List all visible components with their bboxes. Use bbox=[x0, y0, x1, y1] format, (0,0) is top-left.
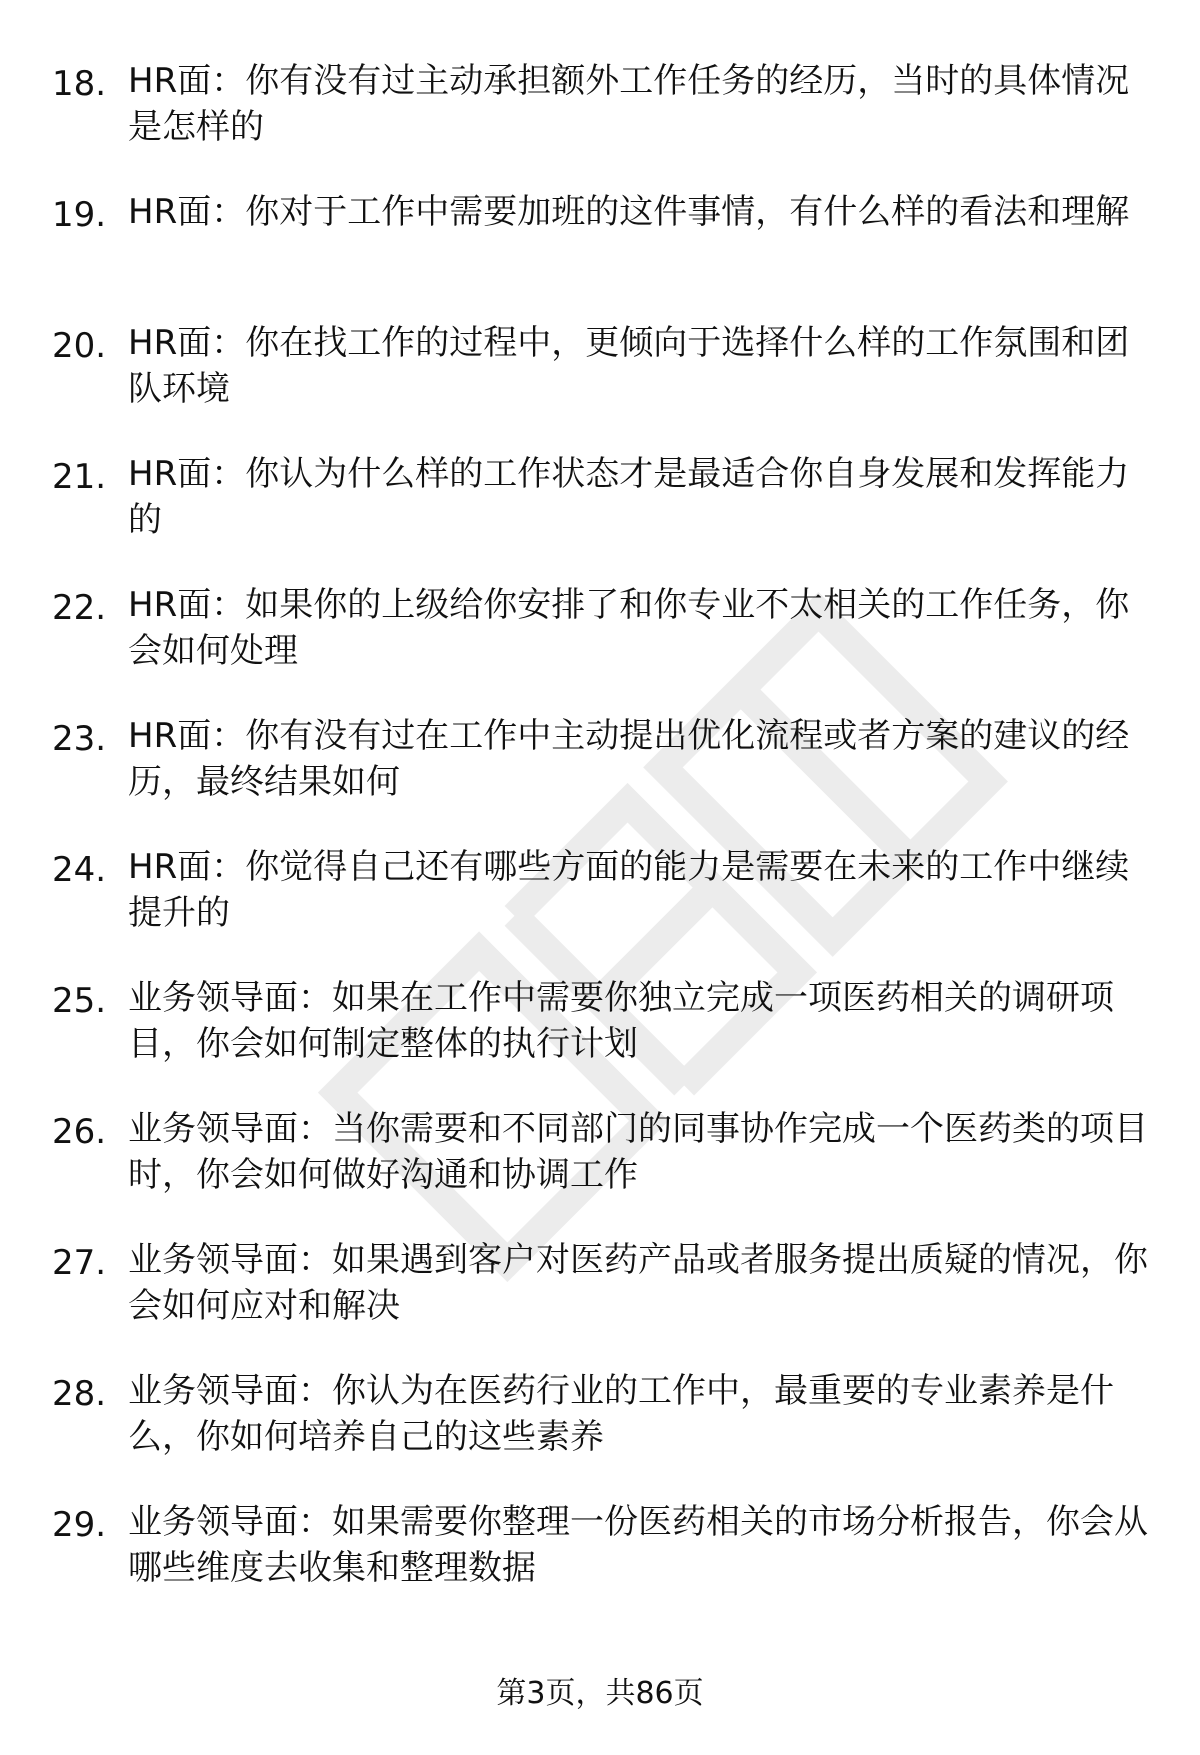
question-number: 20. bbox=[52, 326, 107, 366]
question-number: 23. bbox=[52, 719, 107, 759]
question-text: HR面：你认为什么样的工作状态才是最适合你自身发展和发挥能力的 bbox=[128, 454, 1130, 540]
question-text: 业务领导面：如果遇到客户对医药产品或者服务提出质疑的情况，你会如何应对和解决 bbox=[128, 1240, 1148, 1326]
list-item bbox=[0, 189, 1200, 320]
question-number: 26. bbox=[52, 1112, 107, 1152]
question-number: 29. bbox=[52, 1505, 107, 1545]
question-text: HR面：你对于工作中需要加班的这件事情，有什么样的看法和理解 bbox=[128, 192, 1130, 232]
question-list bbox=[0, 58, 1200, 1630]
list-item bbox=[0, 58, 1200, 189]
list-item bbox=[0, 1368, 1200, 1499]
question-number: 28. bbox=[52, 1374, 107, 1414]
question-text: HR面：你在找工作的过程中，更倾向于选择什么样的工作氛围和团队环境 bbox=[128, 323, 1130, 409]
list-item bbox=[0, 713, 1200, 844]
question-number: 18. bbox=[52, 64, 107, 104]
list-item bbox=[0, 582, 1200, 713]
list-item bbox=[0, 320, 1200, 451]
question-text: HR面：如果你的上级给你安排了和你专业不太相关的工作任务，你会如何处理 bbox=[128, 585, 1130, 671]
question-text: 业务领导面：当你需要和不同部门的同事协作完成一个医药类的项目时，你会如何做好沟通和协调工作 bbox=[128, 1109, 1148, 1195]
question-text: 业务领导面：如果在工作中需要你独立完成一项医药相关的调研项目，你会如何制定整体的执行计划 bbox=[128, 978, 1114, 1064]
list-item bbox=[0, 451, 1200, 582]
question-number: 24. bbox=[52, 850, 107, 890]
list-item bbox=[0, 1499, 1200, 1630]
question-text: HR面：你有没有过在工作中主动提出优化流程或者方案的建议的经历，最终结果如何 bbox=[128, 716, 1130, 802]
list-item bbox=[0, 1106, 1200, 1237]
list-item bbox=[0, 975, 1200, 1106]
question-number: 25. bbox=[52, 981, 107, 1021]
question-text: HR面：你有没有过主动承担额外工作任务的经历，当时的具体情况是怎样的 bbox=[128, 61, 1130, 147]
question-number: 27. bbox=[52, 1243, 107, 1283]
list-item bbox=[0, 844, 1200, 975]
question-text: HR面：你觉得自己还有哪些方面的能力是需要在未来的工作中继续提升的 bbox=[128, 847, 1130, 933]
question-text: 业务领导面：你认为在医药行业的工作中，最重要的专业素养是什么，你如何培养自己的这些素养 bbox=[128, 1371, 1114, 1457]
question-text: 业务领导面：如果需要你整理一份医药相关的市场分析报告，你会从哪些维度去收集和整理数据 bbox=[128, 1502, 1148, 1588]
question-number: 21. bbox=[52, 457, 107, 497]
question-number: 22. bbox=[52, 588, 107, 628]
page-number: 第3页，共86页 bbox=[496, 1676, 704, 1711]
list-item bbox=[0, 1237, 1200, 1368]
question-number: 19. bbox=[52, 195, 107, 235]
